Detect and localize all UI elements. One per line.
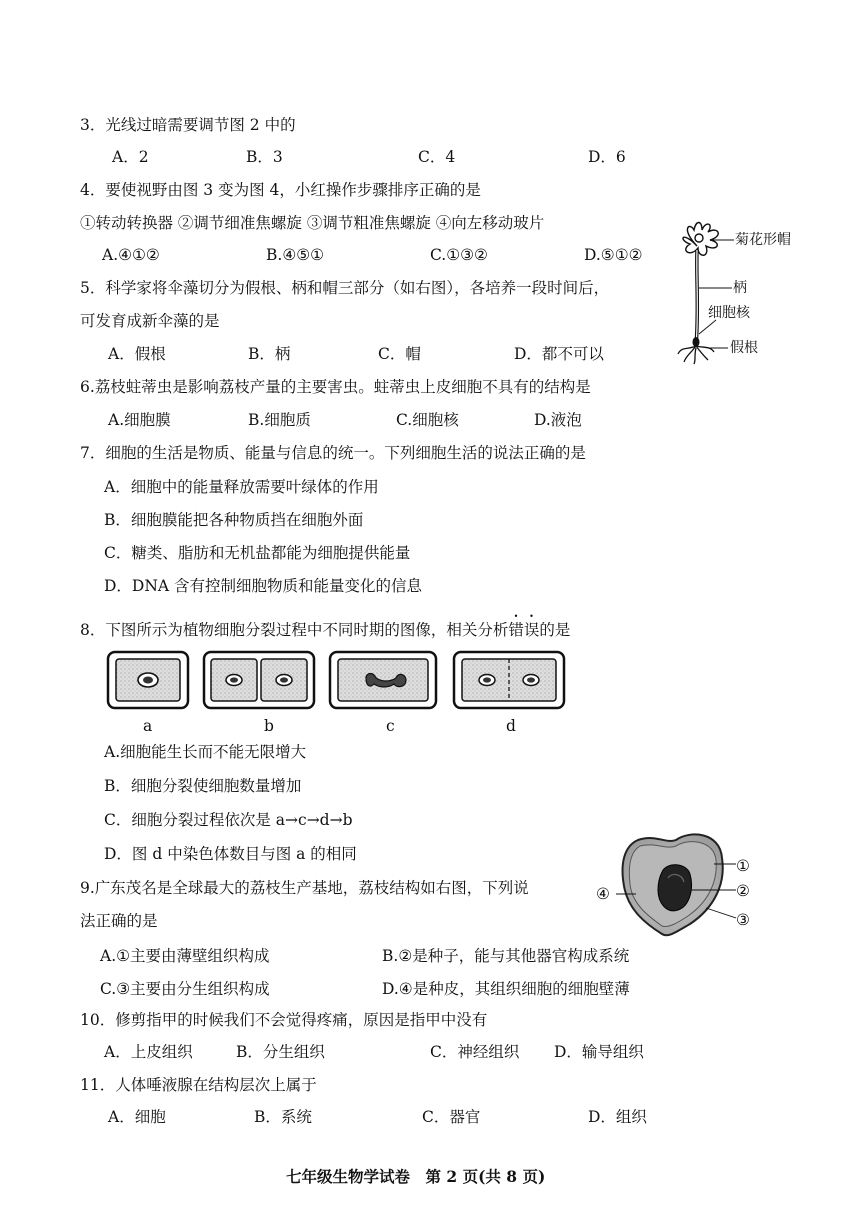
q8-stem-emphasis: 错误 (508, 621, 540, 639)
q11-option-c: C．器官 (422, 1108, 481, 1126)
q3-option-b: B．3 (246, 148, 283, 166)
q8-stem-prefix: 8．下图所示为植物细胞分裂过程中不同时期的图像，相关分析 (80, 621, 509, 639)
q3-option-d: D．6 (588, 148, 626, 166)
q5-stem-line1: 5．科学家将伞藻切分为假根、柄和帽三部分（如右图），各培养一段时间后， (80, 279, 610, 297)
q6-option-b: B.细胞质 (248, 411, 311, 429)
acetabularia-label-rhizoid: 假根 (730, 340, 758, 356)
acetabularia-label-cap: 菊花形帽 (735, 232, 791, 248)
cell-stage-d (454, 652, 564, 708)
lychee-label-1: ① (736, 857, 750, 875)
cell-label-a: a (143, 717, 153, 735)
q6-option-d: D.液泡 (534, 411, 582, 429)
q9-option-c: C.③主要由分生组织构成 (100, 980, 270, 998)
page-footer: 七年级生物学试卷 第 2 页(共 8 页) (286, 1167, 546, 1186)
acetabularia-label-nucleus: 细胞核 (708, 305, 750, 321)
cell-label-d: d (506, 717, 516, 735)
q11-option-d: D．组织 (588, 1108, 647, 1126)
q8-stem (80, 612, 570, 640)
q4-option-c: C.①③② (430, 246, 488, 264)
q4-steps: ①转动转换器 ②调节细准焦螺旋 ③调节粗准焦螺旋 ④向左移动玻片 (80, 214, 545, 232)
q7-stem: 7．细胞的生活是物质、能量与信息的统一。下列细胞生活的说法正确的是 (80, 444, 586, 462)
cell-stage-a (108, 652, 188, 708)
lychee-label-2: ② (736, 882, 750, 900)
q4-option-b: B.④⑤① (266, 246, 325, 264)
q4-option-d: D.⑤①② (584, 246, 643, 264)
cell-label-c: c (386, 717, 395, 735)
q8-option-c: C．细胞分裂过程依次是 a→c→d→b (104, 811, 353, 829)
q11-stem: 11．人体唾液腺在结构层次上属于 (80, 1076, 317, 1094)
q9-stem-line2: 法正确的是 (80, 912, 158, 930)
q8-option-b: B．细胞分裂使细胞数量增加 (104, 777, 302, 795)
q3-option-a: A．2 (112, 148, 149, 166)
q10-option-d: D．输导组织 (554, 1043, 644, 1061)
cell-stage-c (330, 652, 436, 708)
q3-option-c: C．4 (418, 148, 456, 166)
acetabularia-label-stalk: 柄 (733, 280, 747, 296)
q9-option-a: A.①主要由薄壁组织构成 (100, 947, 270, 965)
q10-option-c: C．神经组织 (430, 1043, 520, 1061)
q4-stem: 4．要使视野由图 3 变为图 4，小红操作步骤排序正确的是 (80, 181, 481, 199)
q9-stem-line1: 9.广东茂名是全球最大的荔枝生产基地，荔枝结构如右图，下列说 (80, 879, 529, 897)
q5-option-a: A．假根 (108, 345, 166, 363)
q7-option-c: C．糖类、脂肪和无机盐都能为细胞提供能量 (104, 544, 411, 562)
q9-option-b: B.②是种子，能与其他器官构成系统 (382, 947, 630, 965)
q11-option-b: B．系统 (254, 1108, 312, 1126)
q8-option-d: D．图 d 中染色体数目与图 a 的相同 (104, 845, 357, 863)
q3-stem: 3．光线过暗需要调节图 2 中的 (80, 116, 296, 134)
q9-option-d: D.④是种皮，其组织细胞的细胞壁薄 (382, 980, 630, 998)
q5-stem-line2: 可发育成新伞藻的是 (80, 312, 220, 330)
lychee-figure (616, 828, 736, 940)
cell-division-figure (104, 648, 586, 712)
q6-option-a: A.细胞膜 (108, 411, 171, 429)
q5-option-c: C．帽 (378, 345, 421, 363)
q8-stem-suffix: 的是 (539, 621, 571, 639)
q10-option-b: B．分生组织 (236, 1043, 325, 1061)
q11-option-a: A．细胞 (108, 1108, 166, 1126)
q7-option-a: A．细胞中的能量释放需要叶绿体的作用 (104, 478, 379, 496)
q7-option-d: D．DNA 含有控制细胞物质和能量变化的信息 (104, 577, 423, 595)
q10-option-a: A．上皮组织 (104, 1043, 193, 1061)
cell-label-b: b (264, 717, 274, 735)
cell-stage-b (204, 652, 314, 708)
q5-option-d: D．都不可以 (514, 345, 604, 363)
lychee-label-3: ③ (736, 911, 750, 929)
q8-option-a: A.细胞能生长而不能无限增大 (104, 743, 307, 761)
q4-option-a: A.④①② (102, 246, 160, 264)
q6-stem: 6.荔枝蛀蒂虫是影响荔枝产量的主要害虫。蛀蒂虫上皮细胞不具有的结构是 (80, 378, 591, 396)
lychee-label-4: ④ (596, 885, 610, 903)
q7-option-b: B．细胞膜能把各种物质挡在细胞外面 (104, 511, 364, 529)
q6-option-c: C.细胞核 (396, 411, 459, 429)
q10-stem: 10．修剪指甲的时候我们不会觉得疼痛，原因是指甲中没有 (80, 1011, 488, 1029)
q5-option-b: B．柄 (248, 345, 291, 363)
